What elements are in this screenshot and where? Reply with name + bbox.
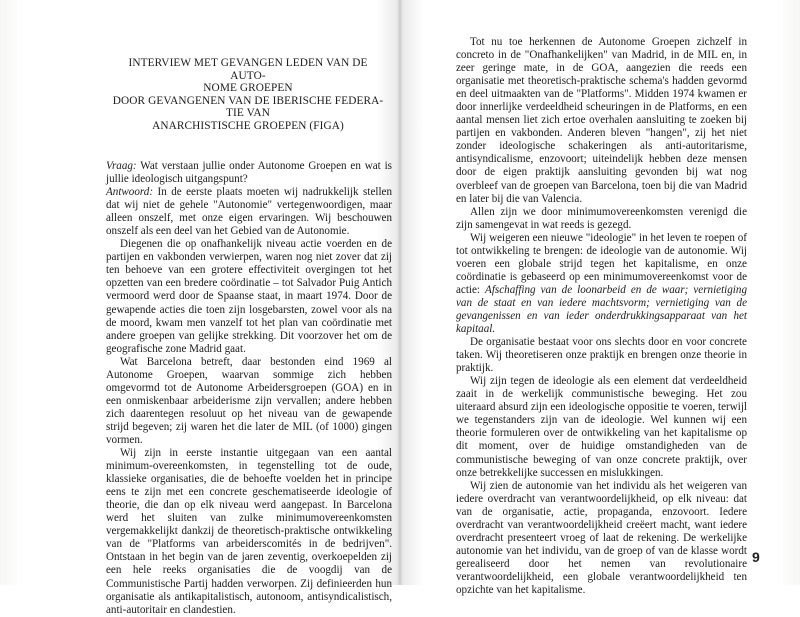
- page-number: 9: [752, 549, 760, 565]
- question-text: Wat verstaan jullie onder Autonome Groepen en wat is jullie ideologisch uitgangspunt?: [106, 160, 392, 186]
- right-column: [456, 36, 747, 597]
- answer-paragraph: [106, 186, 392, 238]
- paragraph: Wij zijn tegen de ideologie als een element dat verdeeldheid zaait in de werkelijk communistische beweging. Het zou uiteraard absurd zijn een ideologische oppositie te voeren, terwijl we tegenstanders zijn van de ideologie. Wel kunnen wij een theorie formuleren over de ontwikkeling van het kapitalisme op dit moment, over de huidige omstandigheden van de communistische beweging of van onze concrete praktijk, over onze betrekkelijke successen en mislukkingen.: [456, 375, 747, 479]
- paragraph: [456, 232, 747, 336]
- title-line: TIE VAN: [226, 107, 270, 120]
- question-label: Vraag:: [106, 160, 137, 172]
- article-title: [112, 57, 384, 133]
- left-column: [106, 160, 392, 617]
- title-line: NOME GROEPEN: [203, 82, 293, 95]
- paragraph: De organisatie bestaat voor ons slechts door en voor concrete taken. Wij theoretiseren onze praktijk en brengen onze theorie in praktijk.: [456, 336, 747, 375]
- paragraph-text: Wij weigeren een nieuwe "ideologie" in het leven te roepen of tot ontwikkeling te brengen: de ideologie van de autonomie. Wij voeren een globale strijd tegen het kapitalisme, en onze coördinatie is gebaseerd op een minimumovereenkomst voor de actie:: [456, 231, 747, 296]
- paragraph: Wij zien de autonomie van het individu als het weigeren van iedere overdracht van verantwoordelijkheid, op elk niveau: dat van de organisatie, actie, propaganda, enzovoort. Iedere overdracht van verantwoordelijkheid creëert macht, want iedere overdracht presenteert vroeg of laat de rekening. De werkelijke autonomie van het individu, van de groep of van de klasse wordt gerealiseerd door het nemen van revolutionaire verantwoordelijkheid, een globale verantwoordelijkheid ten opzichte van het kapitalisme.: [456, 479, 747, 596]
- question-paragraph: [106, 160, 392, 186]
- book-gutter: [398, 0, 402, 585]
- title-line: INTERVIEW MET GEVANGEN LEDEN VAN DE AUTO-: [128, 57, 368, 82]
- italic-demands: Afschaffing van de loonarbeid en de waar; vernietiging van de staat en van iedere machtsvorm; vernietiging van de gevangenissen en van ieder onderdrukkingsapparaat van het kapitaal.: [456, 283, 747, 336]
- answer-text: In de eerste plaats moeten wij nadrukkelijk stellen dat wij niet de gehele "Autonomie" vertegenwoordigen, maar alleen onszelf, met onze eigen ervaringen. Wij beschouwen onszelf als een deel van het Gebied van de Autonomie.: [106, 186, 392, 238]
- title-line: ANARCHISTISCHE GROEPEN (FIGA): [152, 119, 344, 132]
- title-line: DOOR GEVANGENEN VAN DE IBERISCHE FEDERA-: [112, 94, 384, 107]
- paragraph: Tot nu toe herkennen de Autonome Groepen zichzelf in concreto in de "Onafhankelijken" van Madrid, in de MIL en, in zeer geringe mate, in de GOA, aangezien die reeds een organisatie met theoretisch-praktische schema's hadden gevormd en deel uitmaakten van de "Platforms". Midden 1974 kwamen er door innerlijke verdeeldheid scheuringen in de Platforms, en een aantal mensen liet zich ertoe overhalen aansluiting te zoeken bij partijen en vakbonden. Anderen bleven "hangen", zij het niet zonder ideologische schakeringen als anti-autoritarisme, antisyndicalisme, enzovoort; uiteindelijk hebben deze mensen door de eigen praktijk aansluiting gevonden bij wat nog overbleef van de groepen van Barcelona, toen bij die van Madrid en later bij die van Valencia.: [456, 36, 747, 205]
- answer-label: Antwoord:: [106, 186, 154, 199]
- paragraph: Diegenen die op onafhankelijk niveau actie voerden en de partijen en vakbonden verwierpen, waren nog niet zover dat zij ten behoeve van een grotere effectiviteit overgingen tot het opzetten van een bredere coördinatie – tot Salvador Puig Antich vermoord werd door de Spaanse staat, in maart 1974. Door de gewapende acties die toen zijn losgebarsten, zowel voor als na de moord, kwam men vanzelf tot het plan van coördinatie met andere groepen van gelijke strekking. Dit voorzover het om de geografische zone Madrid gaat.: [106, 238, 392, 355]
- paragraph: Wij zijn in eerste instantie uitgegaan van een aantal minimum-overeenkomsten, in tegenstelling tot de oude, klassieke organisaties, die de behoefte voelden het in principe eens te zijn met een concrete geschematiseerde ideologie of theorie, die dan op elk niveau werd aangepast. In Barcelona werd het sluiten van zulke minimumovereenkomsten vergemakkelijkt dankzij de theoretisch-praktische ontwikkeling van de "Platforms van arbeiderscomités in de bedrijven". Ontstaan in het begin van de jaren zeventig, overkoepelden zij een hele reeks organisaties die de voogdij van de Communistische Partij hadden verworpen. Zij definieerden hun organisatie als antikapitalistisch, autonoom, antisyndicalistisch, anti-autoritair en clandestien.: [106, 447, 392, 616]
- paragraph: Allen zijn we door minimumovereenkomsten verenigd die zijn samengevat in wat reeds is gezegd.: [456, 205, 747, 231]
- paragraph: Wat Barcelona betreft, daar bestonden eind 1969 al Autonome Groepen, waarvan sommige zich hebben omgevormd tot de Autonome Arbeidersgroepen (GOA) en in een onmiskenbaar arbeiderisme zijn vervallen; andere hebben zich daarentegen resoluut op het niveau van de gewapende strijd begeven; zij waren het die later de MIL (of 1000) gingen vormen.: [106, 355, 392, 446]
